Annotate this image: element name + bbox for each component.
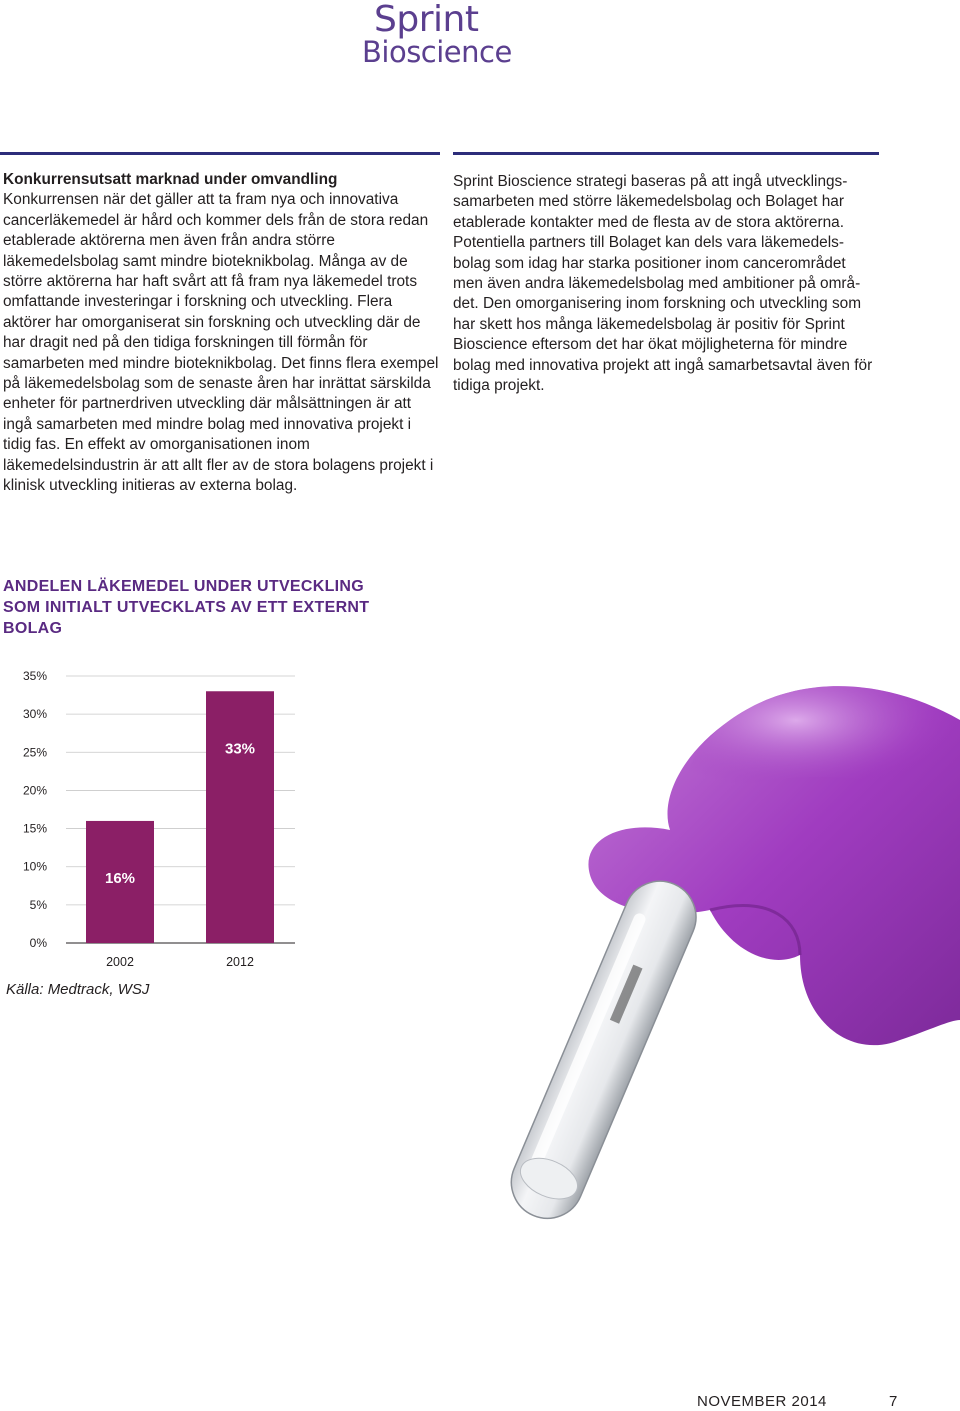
logo-line-2: Bioscience bbox=[362, 35, 512, 69]
y-tick-label: 10% bbox=[22, 859, 47, 874]
chart-title: ANDELEN LÄKEMEDEL UNDER UTVECKLING SOM INITIALT UTVECKLATS AV ETT EXTERNT BOLAG bbox=[3, 578, 370, 637]
y-tick-label: 15% bbox=[22, 821, 47, 836]
article-right-column bbox=[453, 172, 879, 396]
article-heading: Konkurrensutsatt marknad under omvandling bbox=[3, 171, 338, 188]
section-rule-right bbox=[453, 152, 879, 155]
bar-data-label: 33% bbox=[224, 740, 256, 758]
bar-data-label: 16% bbox=[104, 869, 136, 887]
chart-source: Källa: Medtrack, WSJ bbox=[6, 981, 150, 998]
y-tick-label: 5% bbox=[29, 897, 47, 912]
gloved-hand-vial-photo bbox=[470, 500, 960, 1380]
article-left-column bbox=[3, 170, 443, 497]
x-tick-label: 2012 bbox=[226, 955, 254, 969]
y-tick-label: 25% bbox=[22, 745, 47, 760]
bar-2012 bbox=[206, 691, 274, 943]
bar-chart bbox=[0, 660, 300, 1005]
y-tick-label: 35% bbox=[22, 669, 47, 683]
x-tick-label: 2002 bbox=[106, 955, 134, 969]
section-rule-left bbox=[0, 152, 440, 155]
footer-date: NOVEMBER 2014 bbox=[697, 1393, 827, 1410]
logo-line-1: Sprint bbox=[374, 0, 479, 40]
article-right-body: Sprint Bioscience strategi baseras på att ingå utvecklings-samarbeten med större läkemedelsbolag och Bolaget har etablerade kontakter med de flesta av de stora aktörerna. Potentiella partners till Bolaget kan dels vara läkemedels-bolag som idag har starka positioner inom cancerområdet men även andra läkemedelsbolag med ambitioner på områ-det. Den omorganisering inom forskning och utveckling som har skett hos många läkemedelsbolag är positiv för Sprint Bioscience eftersom det har ökat möjligheterna för mindre bolag med innovativa projekt att ingå samarbetsavtal även för tidiga projekt. bbox=[453, 173, 873, 395]
y-tick-label: 30% bbox=[22, 707, 47, 722]
article-left-body: Konkurrensen när det gäller att ta fram nya och innovativa cancerläkemedel är hård och kommer dels från de stora redan etablerade aktörerna men även från andra större läkemedelsbolag samt mindre bioteknikbolag. Många av de större aktörerna har haft svårt att få fram nya läkemedel trots omfattande investeringar i forskning och utveckling. Flera aktörer har omorganiserat sin forskning och utveckling där de har dragit ned på den tidiga forskningen till förmån för samarbeten med mindre bioteknikbolag. Det finns flera exempel på läkemedelsbolag som de senaste åren har inrättat särskilda enheter för partnerdriven utveckling där målsättningen är att ingå samarbeten med mindre bolag med innovativa projekt i tidig fas. En effekt av omorganisationen inom läkemedelsindustrin är att allt fler av de stora bolagens projekt i klinisk utveckling initieras av externa bolag. bbox=[3, 191, 439, 495]
y-tick-label: 20% bbox=[22, 783, 47, 798]
y-tick-label: 0% bbox=[29, 936, 47, 950]
page-number: 7 bbox=[889, 1393, 898, 1410]
